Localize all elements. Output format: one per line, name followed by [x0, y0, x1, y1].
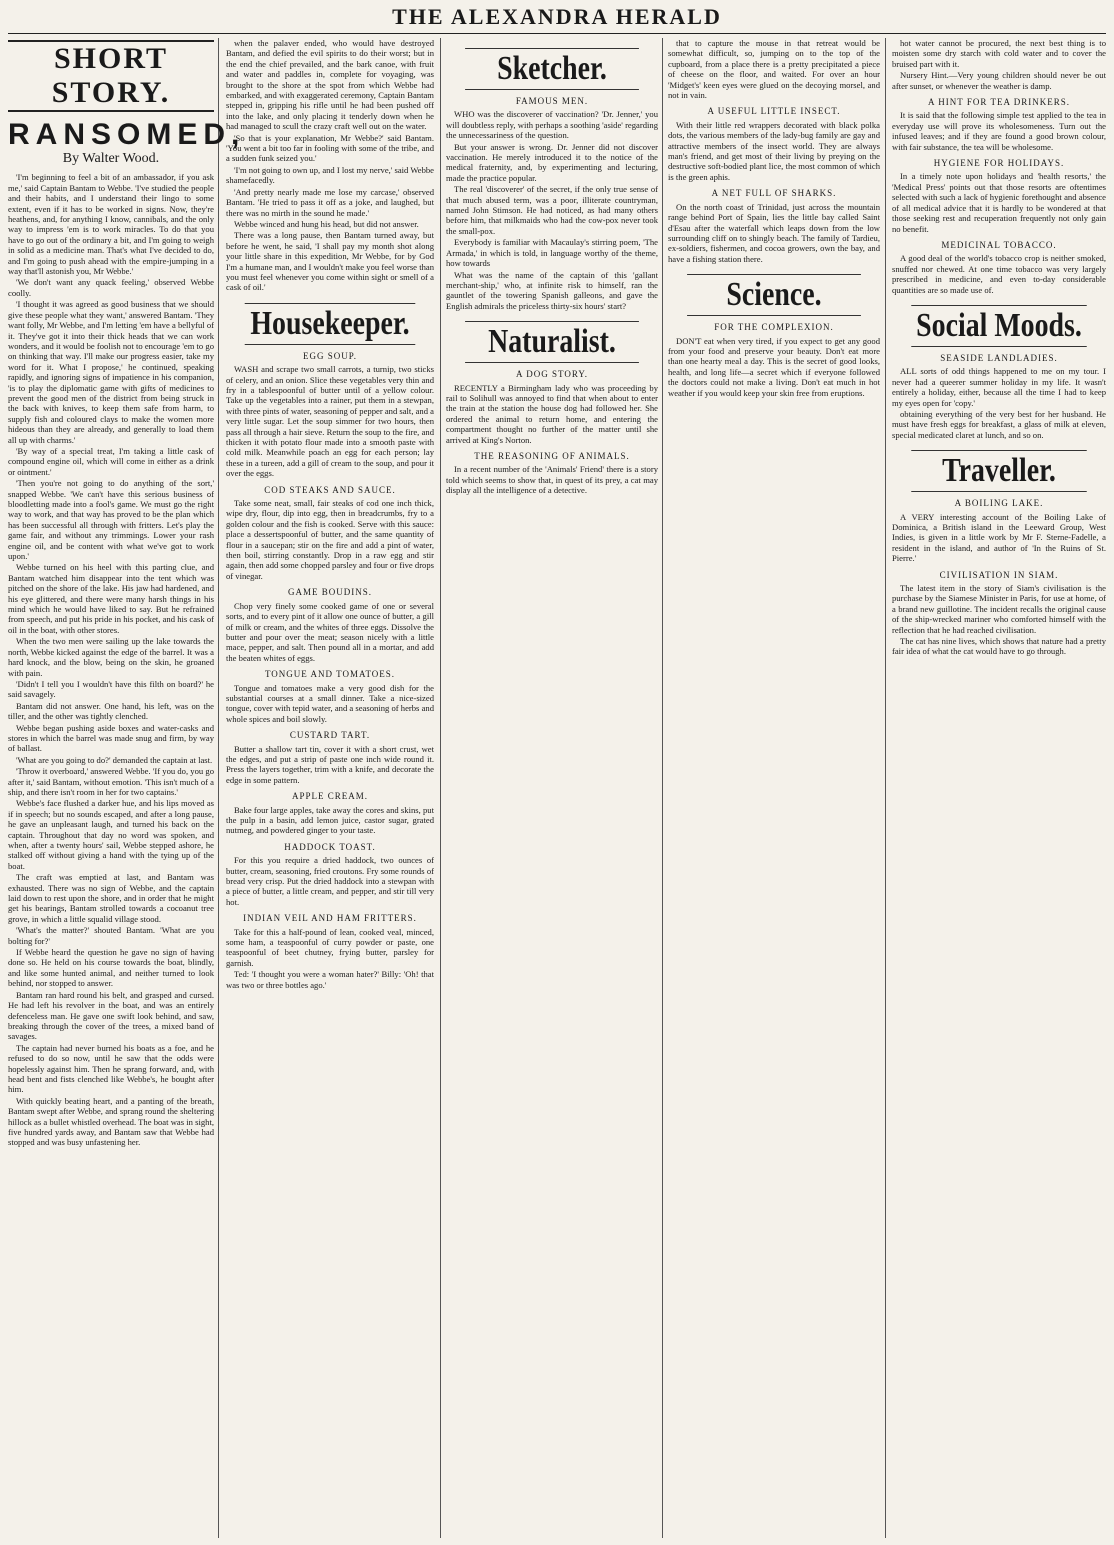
recipe-title: COD STEAKS AND SAUCE.: [264, 484, 396, 495]
paragraph: RECENTLY a Birmingham lady who was proceeding by rail to Solihull was annoyed to find that when about to enter the train at the station the house dog had followed her. She ordered the animal to return home, and entering the compartment thought no further of the matter until she arrived at King's Norton.: [446, 382, 658, 445]
paragraph: 'So that is your explanation, Mr Webbe?' said Bantam. 'You went a bit too far in fooling with some of the tribe, and a sudden funk seized you.': [226, 132, 434, 164]
story-title: RANSOMED,: [8, 118, 246, 151]
column-3: [446, 38, 658, 1538]
paragraph: 'We don't want any quack feeling,' observed Webbe coolly.: [8, 277, 214, 298]
social-subheading: SEASIDE LANDLADIES.: [940, 352, 1058, 363]
paragraph: when the palaver ended, who would have destroyed Bantam, and defied the evil spirits to do their worst; but in the end the chief prevailed, and the bark canoe, with fruit and water and paddles in, complete for voyaging, was brought to the shore at the spot from which Webbe had embarked, and with exaggerated ceremony, Captain Bantam stepped in, gripping his rifle until he had been pushed off into the lake, and only placing it tenderly down when he had managed to scull the crazy craft well out on the water.: [226, 38, 434, 132]
recipe-text: Bake four large apples, take away the cores and skins, put the pulp in a basin, add lemon juice, castor sugar, grated nutmeg, and powdered ginger to your taste.: [226, 804, 434, 836]
column-rule: [440, 38, 441, 1538]
housekeeper-heading: Housekeeper.: [245, 303, 416, 345]
paragraph: 'What's the matter?' shouted Bantam. 'What are you bolting for?': [8, 925, 214, 946]
subheading: THE REASONING OF ANIMALS.: [474, 450, 630, 461]
joke: Ted: 'I thought you were a woman hater?' Billy: 'Oh! that was two or three bottles ago.': [226, 969, 434, 990]
paragraph: 'I'm beginning to feel a bit of an ambassador, if you ask me,' said Captain Bantam to Webbe. 'I've studied the people and their habits, and I understand their lingo to some extent, even if it has to be worked in signs. Now, they're heathens, and, for anything I know, cannibals, and the only way to impress 'em is to work miracles. To do that you have to go out of the ordinary a bit, and I'm going to weigh in solid as a medicine man. That's what I've decided to do, and I'm going to push ahead with the empire-jumping in a way that'll astonish you, Mr Webbe.': [8, 172, 214, 277]
paragraph: In a recent number of the 'Animals' Friend' there is a story told which seems to show that, in quest of its prey, a cat may display all the intelligence of a detective.: [446, 464, 658, 496]
column-2: [226, 38, 434, 1538]
paragraph: If Webbe heard the question he gave no sign of having done so. He held on his course towards the boat, blindly, and like some hunted animal, and neither turned to look behind, nor stopped to answer.: [8, 947, 214, 989]
paragraph: 'Then you're not going to do anything of the sort,' snapped Webbe. 'We can't have this serious business of bloodletting made into a fool's game. We must go the right way to work, and that way has proved to be the plan which has been successful all through with fritters. Let's play the game fair, and without any trimmings. Lower your rash engine oil, and be content with what we've got to work upon.': [8, 478, 214, 562]
paragraph: The cat has nine lives, which shows that nature had a pretty fair idea of what the cat would have to go through.: [892, 636, 1106, 657]
short-story-banner: SHORT STORY.: [8, 40, 214, 112]
traveller-subheading: A BOILING LAKE.: [954, 498, 1044, 509]
subheading: MEDICINAL TOBACCO.: [941, 239, 1057, 250]
subheading: CIVILISATION IN SIAM.: [939, 569, 1059, 580]
paragraph: ALL sorts of odd things happened to me on my tour. I never had a queerer summer holiday in my life. It wasn't entirely a holiday, either, because all the time I had to keep my eyes open for 'copy.': [892, 366, 1106, 408]
paragraph: A good deal of the world's tobacco crop is neither smoked, snuffed nor chewed. At one time tobacco was very largely prescribed in medicine, and even to-day considerable quantities are so made use of.: [892, 253, 1106, 295]
paragraph: Bantam did not answer. One hand, his left, was on the tiller, and the other was tightly clenched.: [8, 700, 214, 722]
recipe-text: Tongue and tomatoes make a very good dish for the substantial courses at a small dinner. Take a nice-sized tongue, cover with tepid water, and a seasoning of herbs and whole spices and boil slowly.: [226, 682, 434, 724]
paragraph: The real 'discoverer' of the secret, if the only true sense of that much abused term, was a poor, illiterate countryman, named John Stimson. He had noticed, as had many others before him, that milkmaids who had the cow-pox never took the small-pox.: [446, 184, 658, 236]
paragraph: 'I thought it was agreed as good business that we should give these people what they want,' answered Bantam. 'They want folly, Mr Webbe, and I'm letting 'em have a bellyful of it. They've got it into their thick heads that we can work wonders, and it would be foolish not to encourage 'em to go on thinking that way. I'll make our progress easier, take my word for it. What I propose,' he continued, speaking rapidly, and ignoring signs of impatience in his companion, 'is to play the diplomatic game with gifts of medicines to prevent the good men of the district from being struck in the back with knives, to keep them safe from harm, to supply fish and coloured clays to make the women more hideous than they are already, and generally to load them all up with charms.': [8, 299, 214, 445]
subheading: A HINT FOR TEA DRINKERS.: [928, 97, 1070, 108]
traveller-heading: Traveller.: [911, 450, 1086, 492]
recipe-title: APPLE CREAM.: [291, 791, 368, 802]
paragraph: There was a long pause, then Bantam turned away, but before he went, he said, 'I shall pay my month shot along your little share in this expedition, Mr Webbe, for by God I'm a humane man, and I wouldn't make you feel worse than you must feel whenever you come within sight or smell of a cask of oil.': [226, 230, 434, 293]
science-heading: Science.: [687, 274, 861, 316]
paragraph: 'And pretty nearly made me lose my carcase,' observed Bantam. 'He tried to pass it off as a joke, and laughed, but there was no mirth in the sound he made.': [226, 186, 434, 218]
paragraph: hot water cannot be procured, the next best thing is to moisten some dry starch with cold water and to cover the bruised part with it.: [892, 38, 1106, 69]
column-rule: [218, 38, 219, 1538]
sketcher-subheading: FAMOUS MEN.: [515, 96, 589, 106]
science-subheading: FOR THE COMPLEXION.: [714, 322, 834, 333]
naturalist-subheading: A DOG STORY.: [516, 369, 588, 380]
subheading: HYGIENE FOR HOLIDAYS.: [933, 158, 1065, 169]
paragraph: It is said that the following simple test applied to the tea in everyday use will prove its wholesomeness. Turn out the infused leaves; and if they are found a good brown colour, with fair substance, the tea will be wholesome.: [892, 110, 1106, 152]
column-1: [8, 38, 246, 1538]
masthead: [0, 0, 1114, 34]
recipe-title: HADDOCK TOAST.: [284, 841, 376, 852]
paragraph: With quickly beating heart, and a panting of the breath, Bantam swept after Webbe, and sprang round the sheltering hillock as a bullet whistled overhead. The boat was in sight, five hundred yards away, and Bantam saw that Webbe had stopped and was busy unfastening her.: [8, 1095, 214, 1148]
paragraph: But your answer is wrong. Dr. Jenner did not discover vaccination. He merely introduced it to the notice of the medical fraternity, and, by experimenting and lecturing, made the practice popular.: [446, 141, 658, 183]
recipe-text: Butter a shallow tart tin, cover it with a short crust, wet the edges, and put a strip of paste one inch wide round it. Press the layers together, trim with a knife, and decorate the edge in some pattern.: [226, 743, 434, 785]
masthead-title: THE ALEXANDRA HERALD: [392, 4, 722, 29]
paragraph: On the north coast of Trinidad, just across the mountain range behind Port of Spain, lies the little bay called Saint d'Esau after the waterfall which leaps down from the low surrounding cliff on to shingly beach. The family of Tardieu, ex-soldiers, fishermen, and cocoa growers, own the bay, and have a fishing station there.: [668, 201, 880, 264]
paragraph: What was the name of the captain of this 'gallant merchant-ship,' who, at infinite risk to himself, ran the gauntlet of the towering Spanish galleons, and gave the English admirals the priceless thirty-six hours' start?: [446, 269, 658, 311]
paragraph: Webbe's face flushed a darker hue, and his lips moved as if in speech; but no sounds escaped, and after a long pause, he gave an unpleasant laugh, and turned his back on the captain. Throughout that day no word was spoken, and when, after a twenty hours' sail, Webbe stepped ashore, he stalked off without giving a hand with the tying up of the boat.: [8, 798, 214, 871]
paragraph: that to capture the mouse in that retreat would be somewhat difficult, so, jumping on to the top of the cupboard, from a place there is a pretty precipitated a piece of cheese on the floor, and waited. For over an hour 'Midget's' keen eyes were glued on the decoying morsel, and not in vain.: [668, 38, 880, 101]
recipe-title: GAME BOUDINS.: [287, 587, 372, 598]
recipe-title: CUSTARD TART.: [289, 730, 371, 741]
paragraph: 'Didn't I tell you I wouldn't have this filth on board?' he said savagely.: [8, 678, 214, 700]
recipe-title: EGG SOUP.: [302, 350, 357, 361]
subheading: A NET FULL OF SHARKS.: [711, 188, 837, 199]
column-rule: [662, 38, 663, 1538]
recipe-text: For this you require a dried haddock, two ounces of butter, cream, seasoning, fried croutons. Fry some rounds of bread very crisp. Put the dried haddock into a stewpan with a piece of butter, a little cream, and pepper, and stir till very hot.: [226, 855, 434, 907]
story-byline: By Walter Wood.: [62, 151, 160, 166]
paragraph: When the two men were sailing up the lake towards the north, Webbe kicked against the edge of the barrel. It was a hard knock, and the blow, being on the skin, he groaned with pain.: [8, 636, 214, 678]
paragraph: Bantam ran hard round his belt, and grasped and cursed. He had left his revolver in the boat, and was an entirely defenceless man. He gave one swift look behind, and saw, breaking through the cover of the trees, a mixed band of savages.: [8, 989, 214, 1042]
subheading: A USEFUL LITTLE INSECT.: [707, 106, 841, 117]
paragraph: WHO was the discoverer of vaccination? 'Dr. Jenner,' you will doubtless reply, with perhaps a soothing 'aside' regarding the unnecessariness of the question.: [446, 109, 658, 141]
column-rule: [885, 38, 886, 1538]
paragraph: Nursery Hint.—Very young children should never be out after sunset, or whenever the weather is damp.: [892, 70, 1106, 91]
paragraph: Webbe turned on his heel with this parting clue, and Bantam watched him disappear into the tent which was pitched on the shore of the lake. His jaw had hardened, and his eye glittered, and there were many harsh things in his mind which he would have liked to say. But he refrained from speech, and put his pride in his pocket, and his cask of oil in the boat, with other stores.: [8, 562, 214, 635]
recipe-text: Take for this a half-pound of lean, cooked veal, minced, some ham, a teaspoonful of curry powder or paste, one teaspoonful of beet chutney, frying butter, parsley for garnish.: [226, 926, 434, 968]
paragraph: DON'T eat when very tired, if you expect to get any good from your food and preserve your beauty. Don't eat more than one hearty meal a day. This is the secret of good looks, health, and long life—a secret which if everyone followed the doctors could not make a living. Don't eat much in hot weather if you would keep your skin free from eruptions.: [668, 335, 880, 398]
sketcher-heading: Sketcher.: [465, 48, 639, 90]
social-moods-heading: Social Moods.: [911, 305, 1086, 347]
paragraph: 'I'm not going to own up, and I lost my nerve,' said Webbe shamefacedly.: [226, 164, 434, 186]
masthead-rule: [8, 33, 1106, 34]
paragraph: The latest item in the story of Siam's civilisation is the purchase by the Siamese Minister in Paris, for use at home, of a brand new guillotine. The incident recalls the original cause of the ship-wrecked mariner who comforted himself with the reflection that he had reached civilisation.: [892, 583, 1106, 635]
paragraph: The craft was emptied at last, and Bantam was exhausted. There was no sign of Webbe, and the captain laid down to rest upon the shore, and in order that he might get his bearings, Bantam strolled towards a cocoanut tree grove, in which a little squalid village stood.: [8, 872, 214, 924]
paragraph: In a timely note upon holidays and 'health resorts,' the 'Medical Press' points out that those resorts are oftentimes selected with such a lack of hygienic forethought and absence of all medical advice that it is hardly to be wondered at that those seeking rest and recuperation frequently not only gain no benefit.: [892, 171, 1106, 234]
paragraph: obtaining everything of the very best for her husband. He must have fresh eggs for breakfast, a glass of milk at eleven, special medicated claret at lunch, and so on.: [892, 408, 1106, 440]
paragraph: The captain had never burned his boats as a foe, and he refused to do so now, until he saw that the odds were hopelessly against him. Then he sprang forward, and, with head bent and fists clenched like Webbe's, he bought after him.: [8, 1042, 214, 1095]
paragraph: 'What are you going to do?' demanded the captain at last.: [16, 754, 213, 765]
paragraph: Webbe began pushing aside boxes and water-casks and stores in which the barrel was made snug and firm, by way of ballast.: [8, 722, 214, 754]
paragraph: With their little red wrappers decorated with black polka dots, the various members of the lady-bug family are gay and attractive members of the insect world. They are always man's friend, and get most of their living by preying on the destructive soft-bodied plant lice, the most common of which is the green aphis.: [668, 119, 880, 182]
paragraph: 'By way of a special treat, I'm taking a little cask of compound engine oil, which will come in either as a drink or ointment.': [8, 445, 214, 477]
paragraph: Webbe winced and hung his head, but did not answer.: [234, 218, 419, 229]
column-5: [892, 38, 1106, 1538]
recipe-text: Chop very finely some cooked game of one or several sorts, and to every pint of it allow one ounce of butter, a gill of milk or cream, and the whites of three eggs. Dissolve the butter and pour over the meat; season nicely with a little mace, pepper, and salt. Then pound all in a mortar, and add the beaten whites of eggs.: [226, 600, 434, 663]
column-4: [668, 38, 880, 1538]
naturalist-heading: Naturalist.: [465, 321, 639, 363]
paragraph: Everybody is familiar with Macaulay's stirring poem, 'The Armada,' in which is told, in language worthy of the theme, how towards: [446, 237, 658, 269]
recipe-text: Take some neat, small, fair steaks of cod one inch thick, wipe dry, flour, dip into egg, then in breadcrumbs, fry to a golden colour and the fish is cooked. Serve with this sauce: place a dessertspoonful of butter, and the same quantity of flour in a saucepan; stir on the fire and add a pint of water, then boil, stirring constantly. Drop in a raw egg and stir again, then add some chopped parsley and four or five drops of vinegar.: [226, 498, 434, 581]
recipe-title: TONGUE AND TOMATOES.: [264, 669, 396, 680]
paragraph: A VERY interesting account of the Boiling Lake of Dominica, a British island in the Leeward Group, West Indies, is given in a little work by Mr F. Sterne-Fadelle, a resident in the island, and author of 'In the Ruins of St. Pierre.': [892, 511, 1106, 564]
recipe-title: INDIAN VEIL AND HAM FRITTERS.: [243, 913, 417, 924]
recipe-text: WASH and scrape two small carrots, a turnip, two sticks of celery, and an onion. Slice these vegetables very thin and fry in a tablespoonful of butter until of a yellow colour. Take up the vegetables into a rainer, put them in a stewpan, with three pints of water, seasoning of pepper and salt, and a very little sugar. Let the soup simmer for two hours, then pass all through a hair sieve. Return the soup to the fire, and thicken it with potato flour made into a smooth paste with cold milk. Meanwhile poach an egg for each person; lay these in a tureen, add a gill of cream to the soup, and pour it over the eggs.: [226, 364, 434, 479]
paragraph: 'Throw it overboard,' answered Webbe. 'If you do, you go after it,' said Bantam, without emotion. 'This isn't much of a ship, and there isn't room in her for two captains.': [8, 766, 214, 797]
